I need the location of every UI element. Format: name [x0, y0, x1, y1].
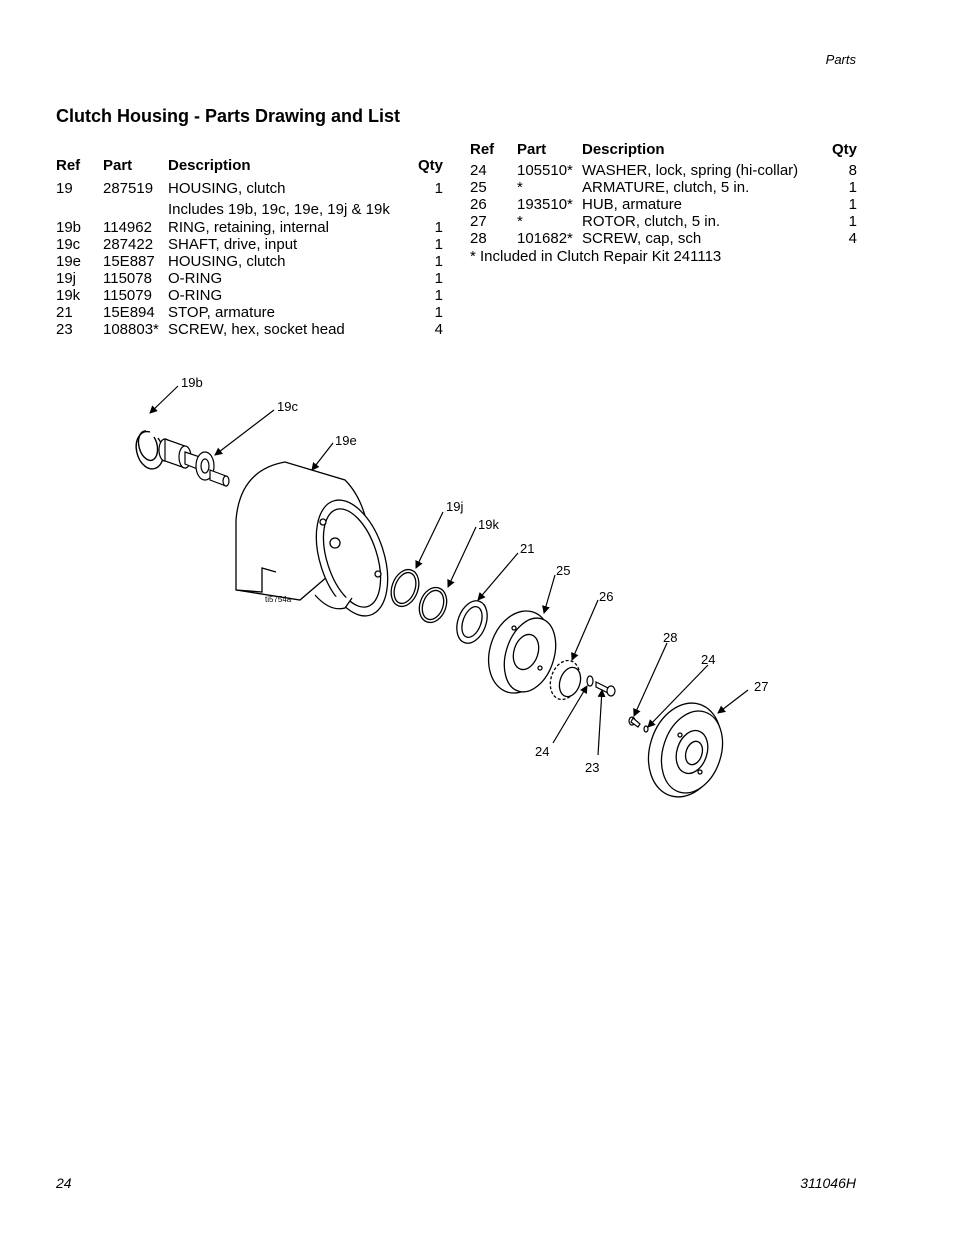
- cell-qty: 1: [434, 253, 443, 270]
- cell-qty: 1: [434, 287, 443, 304]
- cell-description: STOP, armature: [168, 304, 275, 321]
- callout-19c: 19c: [277, 399, 298, 414]
- cell-part: 105510*: [517, 162, 573, 179]
- col-part-header: Part: [517, 141, 547, 158]
- cell-ref: 27: [470, 213, 487, 230]
- cell-qty: 1: [434, 236, 443, 253]
- cell-ref: 19k: [56, 287, 81, 304]
- callout-21: 21: [520, 541, 535, 556]
- clutch-housing-19e: [236, 462, 401, 625]
- armature-stop-21: [451, 597, 492, 648]
- cell-description: HOUSING, clutch: [168, 253, 286, 270]
- callout-19j: 19j: [446, 499, 464, 514]
- cell-description: ROTOR, clutch, 5 in.: [582, 213, 721, 230]
- cell-ref: 24: [470, 162, 487, 179]
- col-description-header: Description: [582, 141, 665, 158]
- leader-19e: [312, 443, 333, 470]
- leader-21: [478, 553, 518, 600]
- cell-description: WASHER, lock, spring (hi-collar): [582, 162, 799, 179]
- document-number: 311046H: [800, 1175, 856, 1191]
- table-row: [56, 287, 443, 304]
- leader-23: [598, 690, 602, 755]
- table-row: [56, 270, 443, 287]
- cell-part: 115078: [103, 270, 152, 287]
- col-ref-header: Ref: [470, 141, 495, 158]
- cell-part: 15E887: [103, 253, 155, 270]
- cell-part: 114962: [103, 219, 152, 236]
- leader-26: [572, 600, 598, 660]
- table-row: [470, 196, 857, 213]
- col-part-header: Part: [103, 157, 133, 174]
- table-row: [56, 201, 443, 219]
- figure-id: ti5754a: [265, 595, 292, 604]
- leader-19j: [416, 512, 443, 568]
- rotor-27: [637, 694, 733, 807]
- table-row: [56, 253, 443, 270]
- cell-part: [103, 201, 168, 219]
- table-row: [56, 180, 443, 201]
- leader-19b: [150, 386, 178, 413]
- cell-description: SCREW, cap, sch: [582, 230, 702, 247]
- cell-qty: 4: [434, 321, 443, 338]
- col-description-header: Description: [168, 157, 251, 174]
- cell-ref: 19c: [56, 236, 81, 253]
- page-title: Clutch Housing - Parts Drawing and List: [56, 106, 401, 126]
- parts-table-right: [470, 141, 857, 247]
- callout-24: 24: [535, 744, 550, 759]
- o-ring-19k: [415, 584, 452, 627]
- cell-qty: [408, 201, 443, 219]
- cell-part: 108803*: [103, 321, 159, 338]
- cell-description: SHAFT, drive, input: [168, 236, 298, 253]
- cell-ref: 21: [56, 304, 73, 321]
- callout-24-rotor: 24: [701, 652, 716, 667]
- cell-qty: 1: [848, 179, 857, 196]
- leader-27: [718, 690, 748, 713]
- cell-description: SCREW, hex, socket head: [168, 321, 345, 338]
- table-header-row: [56, 157, 443, 180]
- cell-qty: 1: [434, 270, 443, 287]
- callout-27: 27: [754, 679, 769, 694]
- leader-19k: [448, 527, 476, 587]
- page-number: 24: [56, 1175, 72, 1191]
- washer-24: [587, 676, 593, 686]
- callout-23: 23: [585, 760, 600, 775]
- cell-description: RING, retaining, internal: [168, 219, 329, 236]
- cell-qty: 1: [848, 213, 857, 230]
- cap-screw-28: [629, 717, 640, 727]
- table-row: [56, 304, 443, 321]
- drive-shaft-19c: [159, 439, 229, 486]
- section-header: Parts: [825, 52, 856, 67]
- callout-25: 25: [556, 563, 571, 578]
- cell-qty: 1: [848, 196, 857, 213]
- cell-ref: 26: [470, 196, 487, 213]
- cell-description: O-RING: [168, 270, 223, 287]
- cell-description: HOUSING, clutch: [168, 180, 286, 197]
- cell-part: 193510*: [517, 196, 573, 213]
- o-ring-19j: [386, 566, 423, 611]
- screw-23: [596, 682, 615, 696]
- table-header-row: [470, 141, 857, 162]
- cell-ref: 28: [470, 230, 487, 247]
- cell-part: 287422: [103, 236, 154, 253]
- cell-part: *: [517, 213, 523, 230]
- cell-description: Includes 19b, 19c, 19e, 19j & 19k: [168, 201, 390, 218]
- callout-28: 28: [663, 630, 678, 645]
- col-qty-header: Qty: [831, 141, 857, 158]
- repair-kit-footnote: * Included in Clutch Repair Kit 241113: [470, 248, 722, 265]
- cell-ref: 23: [56, 321, 73, 338]
- cell-description: ARMATURE, clutch, 5 in.: [582, 179, 750, 196]
- cell-qty: 4: [848, 230, 857, 247]
- table-row: [56, 321, 443, 338]
- washer-24-rotor: [644, 726, 648, 732]
- cell-part: 15E894: [103, 304, 155, 321]
- table-row: [470, 213, 857, 230]
- table-row: [56, 236, 443, 253]
- parts-table-left: [56, 157, 443, 338]
- cell-description: O-RING: [168, 287, 223, 304]
- cell-part: 101682*: [517, 230, 573, 247]
- cell-part: 287519: [103, 180, 154, 197]
- cell-part: 115079: [103, 287, 152, 304]
- callout-19b: 19b: [181, 375, 203, 390]
- callout-19k: 19k: [478, 517, 499, 532]
- cell-ref: [56, 201, 103, 219]
- table-row: [470, 230, 857, 247]
- cell-qty: 1: [434, 304, 443, 321]
- cell-ref: 19j: [56, 270, 77, 287]
- leader-25: [544, 575, 555, 613]
- cell-ref: 25: [470, 179, 487, 196]
- exploded-parts-drawing: [0, 360, 954, 810]
- cell-part: *: [517, 179, 523, 196]
- callout-26: 26: [599, 589, 614, 604]
- cell-qty: 1: [434, 180, 443, 197]
- leader-28: [634, 643, 667, 716]
- table-row: [56, 219, 443, 236]
- cell-ref: 19e: [56, 253, 82, 270]
- cell-qty: 8: [848, 162, 857, 179]
- cell-ref: 19: [56, 180, 73, 197]
- col-ref-header: Ref: [56, 157, 81, 174]
- col-qty-header: Qty: [417, 157, 443, 174]
- leader-19c: [215, 410, 274, 455]
- table-row: [470, 179, 857, 196]
- callout-19e: 19e: [335, 433, 357, 448]
- cell-ref: 19b: [56, 219, 82, 236]
- cell-qty: 1: [434, 219, 443, 236]
- table-row: [470, 162, 857, 179]
- cell-description: HUB, armature: [582, 196, 683, 213]
